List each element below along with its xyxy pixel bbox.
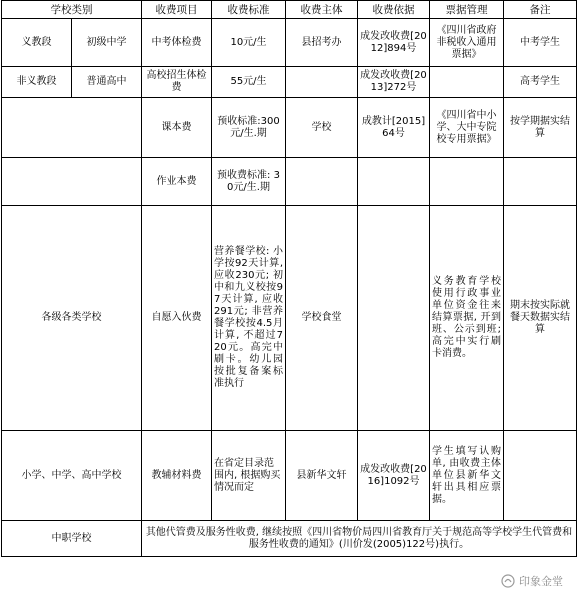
category-cell: 普通高中 <box>72 67 142 98</box>
remarks-cell <box>504 158 577 206</box>
fee-standard-cell: 预收费标准: 30元/生.期 <box>212 158 286 206</box>
category-cell: 各级各类学校 <box>2 206 142 431</box>
header-row <box>2 1 577 19</box>
header-fee-item: 收费项目 <box>142 1 212 19</box>
table-row <box>2 206 577 431</box>
table-row <box>2 98 577 158</box>
table-row <box>2 19 577 67</box>
category-cell <box>2 98 142 158</box>
bill-management-cell: 学生填写认购单, 由收费主体单位县新华文轩出具相应票据。 <box>430 431 504 521</box>
bill-management-cell: 《四川省政府非税收入通用票据》 <box>430 19 504 67</box>
fee-standard-cell: 预收标准:300元/生.期 <box>212 98 286 158</box>
category-cell: 非义教段 <box>2 67 72 98</box>
fee-standard-cell: 在省定目录范围内, 根据购买情况而定 <box>212 431 286 521</box>
header-fee-basis: 收费依据 <box>358 1 430 19</box>
wechat-channel-icon <box>501 574 515 588</box>
merged-policy-cell: 其他代管费及服务性收费, 继续按照《四川省物价局四川省教育厅关于规范高等学校学生代管费和服务性收费的通知》(川价发(2005)122号)执行。 <box>142 521 577 557</box>
category-cell: 中职学校 <box>2 521 142 557</box>
table-row <box>2 431 577 521</box>
fee-basis-cell: 成发改收费[2012]894号 <box>358 19 430 67</box>
watermark-text: 印象金堂 <box>519 575 563 588</box>
header-remarks: 备注 <box>504 1 577 19</box>
fee-basis-cell <box>358 206 430 431</box>
fee-item-cell: 教辅材料费 <box>142 431 212 521</box>
fee-basis-cell: 成教计[2015]64号 <box>358 98 430 158</box>
fee-subject-cell: 县新华文轩 <box>286 431 358 521</box>
table-row <box>2 521 577 557</box>
remarks-cell <box>504 431 577 521</box>
remarks-cell: 中考学生 <box>504 19 577 67</box>
fee-standard-cell: 55元/生 <box>212 67 286 98</box>
bill-management-cell <box>430 158 504 206</box>
fee-standard-cell: 10元/生 <box>212 19 286 67</box>
fee-subject-cell: 学校 <box>286 98 358 158</box>
header-school-category: 学校类别 <box>2 1 142 19</box>
fee-item-cell: 高校招生体检费 <box>142 67 212 98</box>
category-cell: 小学、中学、高中学校 <box>2 431 142 521</box>
bill-management-cell: 《四川省中小学、大中专院校专用票据》 <box>430 98 504 158</box>
bill-management-cell: 义务教育学校使用行政事业单位资金往来结算票据, 开到班、公示到班; 高完中实行刷卡消费。 <box>430 206 504 431</box>
fee-item-cell: 自愿入伙费 <box>142 206 212 431</box>
bill-management-cell <box>430 67 504 98</box>
fee-item-cell: 中考体检费 <box>142 19 212 67</box>
category-cell: 初级中学 <box>72 19 142 67</box>
fee-subject-cell: 县招考办 <box>286 19 358 67</box>
watermark <box>501 573 563 589</box>
table-row <box>2 158 577 206</box>
header-bill-management: 票据管理 <box>430 1 504 19</box>
school-fee-table <box>1 0 577 557</box>
fee-subject-cell <box>286 158 358 206</box>
remarks-cell: 期末按实际就餐天数据实结算 <box>504 206 577 431</box>
header-fee-subject: 收费主体 <box>286 1 358 19</box>
fee-table-frame <box>1 0 577 557</box>
fee-item-cell: 课本费 <box>142 98 212 158</box>
fee-subject-cell <box>286 67 358 98</box>
category-cell <box>2 158 142 206</box>
fee-basis-cell <box>358 158 430 206</box>
category-cell: 义教段 <box>2 19 72 67</box>
fee-subject-cell: 学校食堂 <box>286 206 358 431</box>
fee-basis-cell: 成发改收费[2016]1092号 <box>358 431 430 521</box>
fee-standard-cell: 营养餐学校: 小学按92天计算, 应收230元; 初中和九义校按97天计算, 应收291元; 非营养餐学校按4.5月计算, 不超过720元。高完中刷卡。幼儿园按批复备案标准执行 <box>212 206 286 431</box>
remarks-cell: 按学期据实结算 <box>504 98 577 158</box>
fee-item-cell: 作业本费 <box>142 158 212 206</box>
remarks-cell: 高考学生 <box>504 67 577 98</box>
header-fee-standard: 收费标准 <box>212 1 286 19</box>
fee-basis-cell: 成发改收费[2013]272号 <box>358 67 430 98</box>
table-row <box>2 67 577 98</box>
